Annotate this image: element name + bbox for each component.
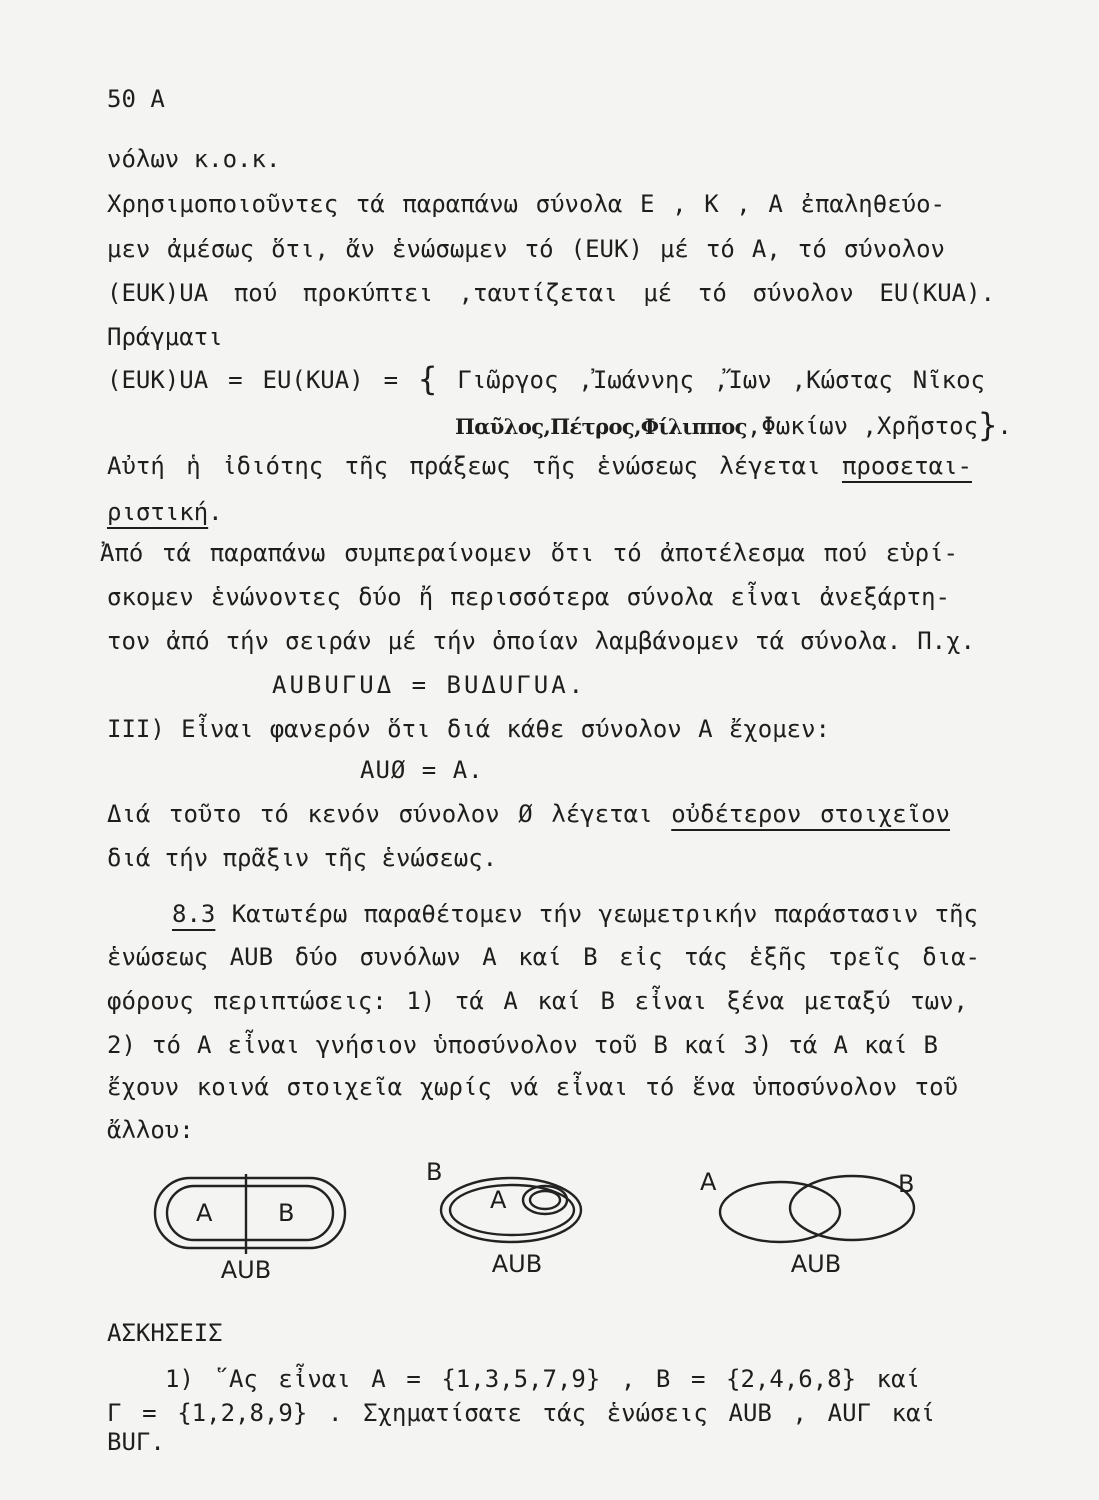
text-line-21: 2) τό Α εἶναι γνήσιον ὑποσύνολον τοῦ Β καί 3) τά Α καί Β xyxy=(107,1031,938,1059)
diagram-intersecting xyxy=(700,1168,914,1278)
text-line-04: (ΕUΚ)UΑ πού προκύπτει ,ταυτίζεται μέ τό σύνολον ΕU(ΚUΑ). xyxy=(107,279,995,307)
text-line-03: μεν ἀμέσως ὅτι, ἄν ἑνώσωμεν τό (ΕUΚ) μέ τό Α, τό σύνολον xyxy=(107,235,945,263)
text-line-02: Χρησιμοποιοῦντες τά παραπάνω σύνολα Ε , Κ , Α ἐπαληθεύο- xyxy=(107,190,945,218)
intersect-set-b-outline xyxy=(790,1176,914,1240)
diagram-subset xyxy=(426,1158,581,1278)
intersect-set-a-outline xyxy=(720,1182,840,1242)
section-heading-line xyxy=(172,899,978,929)
text-line-17: διά τήν πρᾶξιν τῆς ἑνώσεως. xyxy=(107,844,498,872)
text-line-22: ἔχουν κοινά στοιχεῖα χωρίς νά εἶναι τό ἕνα ὑποσύνολον τοῦ xyxy=(107,1073,958,1101)
text-line-19: ἑνώσεως ΑUΒ δύο συνόλων Α καί Β εἰς τάς ἑξῆς τρεῖς δια- xyxy=(107,943,980,971)
identity-equation: ΑUØ = Α. xyxy=(360,756,484,784)
text-line-11: σκομεν ἑνώνοντες δύο ἤ περισσότερα σύνολα εἶναι ἀνεξάρτη- xyxy=(107,583,950,611)
disjoint-union-label: ΑUΒ xyxy=(220,1256,272,1284)
subset-set-a-label: Α xyxy=(490,1186,507,1214)
subset-set-b-label: Β xyxy=(426,1158,443,1186)
text-line-16 xyxy=(107,799,950,829)
subset-set-a-inner-outline xyxy=(530,1191,560,1209)
text-line-12: τον ἀπό τήν σειράν μέ τήν ὁποίαν λαμβάνομεν τά σύνολα. Π.χ. xyxy=(107,627,975,655)
neutral-sentence: Διά τοῦτο τό κενόν σύνολον Ø λέγεται xyxy=(107,800,653,828)
term-associative-part1: προσεται- xyxy=(841,452,972,480)
disjoint-set-b-label: Β xyxy=(278,1199,295,1227)
set-brace-close: } xyxy=(978,406,998,444)
set-elements-names: Γιῶργος ,Ἰωάννης ,Ἴων ,Κώστας Νῖκος xyxy=(457,366,986,394)
set-elements-inserted: Παῦλος,Πέτρος,Φίλιππος xyxy=(455,414,747,439)
exercise-line-2: Γ = {1,2,8,9} . Σχηματίσατε τάς ἑνώσεις ΑUΒ , ΑUΓ καί xyxy=(107,1399,935,1427)
intersect-union-label: ΑUΒ xyxy=(790,1250,842,1278)
exercises-title: ΑΣΚΗΣΕΙΣ xyxy=(107,1319,223,1347)
associativity-equation: (ΕUΚ)UΑ = ΕU(ΚUΑ) = xyxy=(107,366,399,394)
section-number: 8.3 xyxy=(172,900,216,928)
subset-union-label: ΑUΒ xyxy=(491,1250,543,1278)
diagram-disjoint xyxy=(155,1174,345,1284)
equation-line-names-continued xyxy=(455,406,1012,444)
page-number: 50 Α xyxy=(107,85,165,113)
term-associative-part2: ριστική xyxy=(107,498,209,526)
intersect-set-a-label: Α xyxy=(700,1168,717,1196)
sentence-period: . xyxy=(208,498,223,526)
text-line-10: Ἀπό τά παραπάνω συμπεραίνομεν ὅτι τό ἀποτέλεσμα πού εὑρί- xyxy=(100,539,958,567)
text-line-01: νόλων κ.ο.κ. xyxy=(107,145,281,173)
sentence-period: . xyxy=(997,412,1012,440)
text-line-05: Πράγματι xyxy=(107,323,223,351)
equation-line-union-names xyxy=(107,360,986,398)
exercise-line-3: ΒUΓ. xyxy=(107,1428,165,1456)
disjoint-inner-outline xyxy=(167,1186,333,1240)
set-brace-open: { xyxy=(418,360,438,398)
text-line-09 xyxy=(107,497,223,527)
set-elements-rest: ,Φωκίων ,Χρῆστος xyxy=(746,412,979,440)
text-line-14: ΙΙΙ) Εἶναι φανερόν ὅτι διά κάθε σύνολον Α ἔχομεν: xyxy=(107,715,830,743)
venn-diagrams-figure xyxy=(0,1150,1099,1290)
text-line-20: φόρους περιπτώσεις: 1) τά Α καί Β εἶναι ξένα μεταξύ των, xyxy=(107,987,968,1015)
term-neutral-element: οὐδέτερον στοιχεῖον xyxy=(671,800,950,828)
text-line-08 xyxy=(107,451,972,481)
example-equation: ΑUΒUΓUΔ = ΒUΔUΓUΑ. xyxy=(272,671,587,699)
exercise-line-1: 1) ῞Ας εἶναι Α = {1,3,5,7,9} , Β = {2,4,6,8} καί xyxy=(165,1365,920,1393)
section-intro-text: Κατωτέρω παραθέτομεν τήν γεωμετρικήν παράστασιν τῆς xyxy=(231,900,978,928)
disjoint-set-a-label: Α xyxy=(196,1199,213,1227)
property-sentence: Αὐτή ἡ ἰδιότης τῆς πράξεως τῆς ἑνώσεως λέγεται xyxy=(107,452,821,480)
text-line-23: ἄλλου: xyxy=(107,1116,194,1144)
intersect-set-b-label: Β xyxy=(898,1170,915,1198)
